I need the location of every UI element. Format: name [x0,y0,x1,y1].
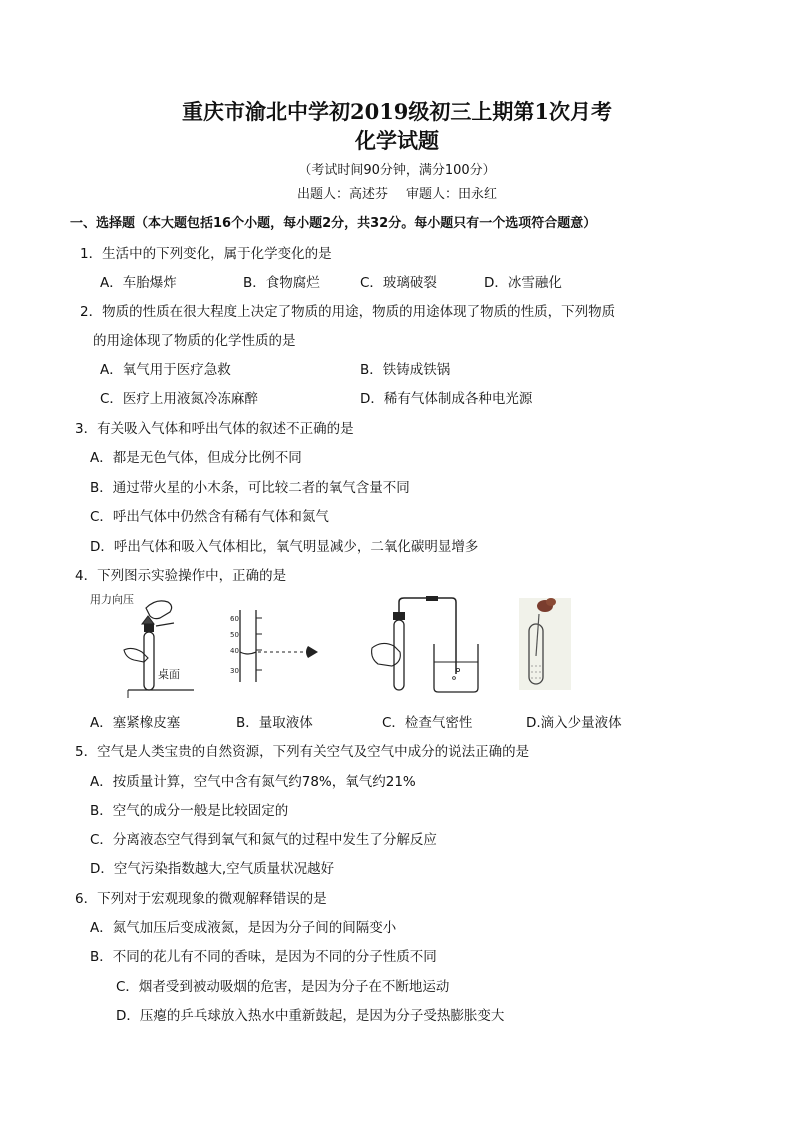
option-b: B．空气的成分一般是比较固定的 [90,803,289,819]
question-stem: 6．下列对于宏观现象的微观解释错误的是 [75,891,327,907]
option-b: B．铁铸成铁锅 [360,362,451,378]
option-d: D．压瘪的乒乓球放入热水中重新鼓起，是因为分子受热膨胀变大 [116,1008,505,1024]
option-b: B．量取液体 [236,715,313,731]
tick-label: 30 [230,667,239,675]
option-d: D．冰雪融化 [484,275,562,291]
option-c: C．检查气密性 [382,715,473,731]
exam-authors [0,183,794,202]
table-label: 桌面 [158,668,180,681]
exam-subtitle: 化学试题 [355,128,439,153]
option-a: A．氮气加压后变成液氮，是因为分子间的间隔变小 [90,920,397,936]
option-a: A．塞紧橡皮塞 [90,715,181,731]
figure-c-airtightness-check [368,596,488,696]
option-d: D.滴入少量液体 [526,715,622,731]
figure-d-dropper [515,594,575,694]
option-d: D．稀有气体制成各种电光源 [360,391,533,407]
option-c: C．烟者受到被动吸烟的危害，是因为分子在不断地运动 [116,979,450,995]
tick-label: 50 [230,631,239,639]
option-a: A．按质量计算，空气中含有氮气约78%，氧气约21% [90,774,416,790]
exam-title: 重庆市渝北中学初2019级初三上期第1次月考 [181,99,613,124]
tick-label: 60 [230,615,239,623]
option-d: D．空气污染指数越大,空气质量状况越好 [90,861,335,877]
question-stem: 4．下列图示实验操作中，正确的是 [75,568,287,584]
question-stem-continued: 的用途体现了物质的化学性质的是 [93,333,296,349]
option-a: A．都是无色气体，但成分比例不同 [90,450,302,466]
question-stem: 5．空气是人类宝贵的自然资源，下列有关空气及空气中成分的说法正确的是 [75,744,530,760]
author-label: 出题人：高述芬 [296,187,388,202]
question-stem: 3．有关吸入气体和呼出气体的叙述不正确的是 [75,421,354,437]
tick-label: 40 [230,647,239,655]
figure-b-graduated-cylinder [230,606,330,686]
figure-a-insert-stopper [88,590,198,700]
option-c: C．呼出气体中仍然含有稀有气体和氮气 [90,509,329,525]
option-c: C．医疗上用液氮冷冻麻醉 [100,391,258,407]
option-b: B．不同的花儿有不同的香味，是因为不同的分子性质不同 [90,949,437,965]
question-stem: 2．物质的性质在很大程度上决定了物质的用途，物质的用途体现了物质的性质，下列物质 [80,304,616,320]
option-b: B．通过带火星的小木条，可比较二者的氧气含量不同 [90,480,410,496]
press-label: 用力向压 [90,593,134,606]
option-d: D．呼出气体和吸入气体相比，氧气明显减少，二氧化碳明显增多 [90,539,479,555]
exam-time-note: （考试时间90分钟，满分100分） [298,163,496,178]
option-c: C．玻璃破裂 [360,275,437,291]
option-a: A．氧气用于医疗急救 [100,362,231,378]
section-heading: 一、选择题（本大题包括16个小题，每小题2分，共32分。每小题只有一个选项符合题意） [70,216,597,231]
question-stem: 1．生活中的下列变化，属于化学变化的是 [80,246,332,262]
reviewer-label: 审题人：田永红 [406,187,498,202]
option-b: B．食物腐烂 [243,275,320,291]
option-c: C．分离液态空气得到氧气和氮气的过程中发生了分解反应 [90,832,437,848]
option-a: A．车胎爆炸 [100,275,177,291]
